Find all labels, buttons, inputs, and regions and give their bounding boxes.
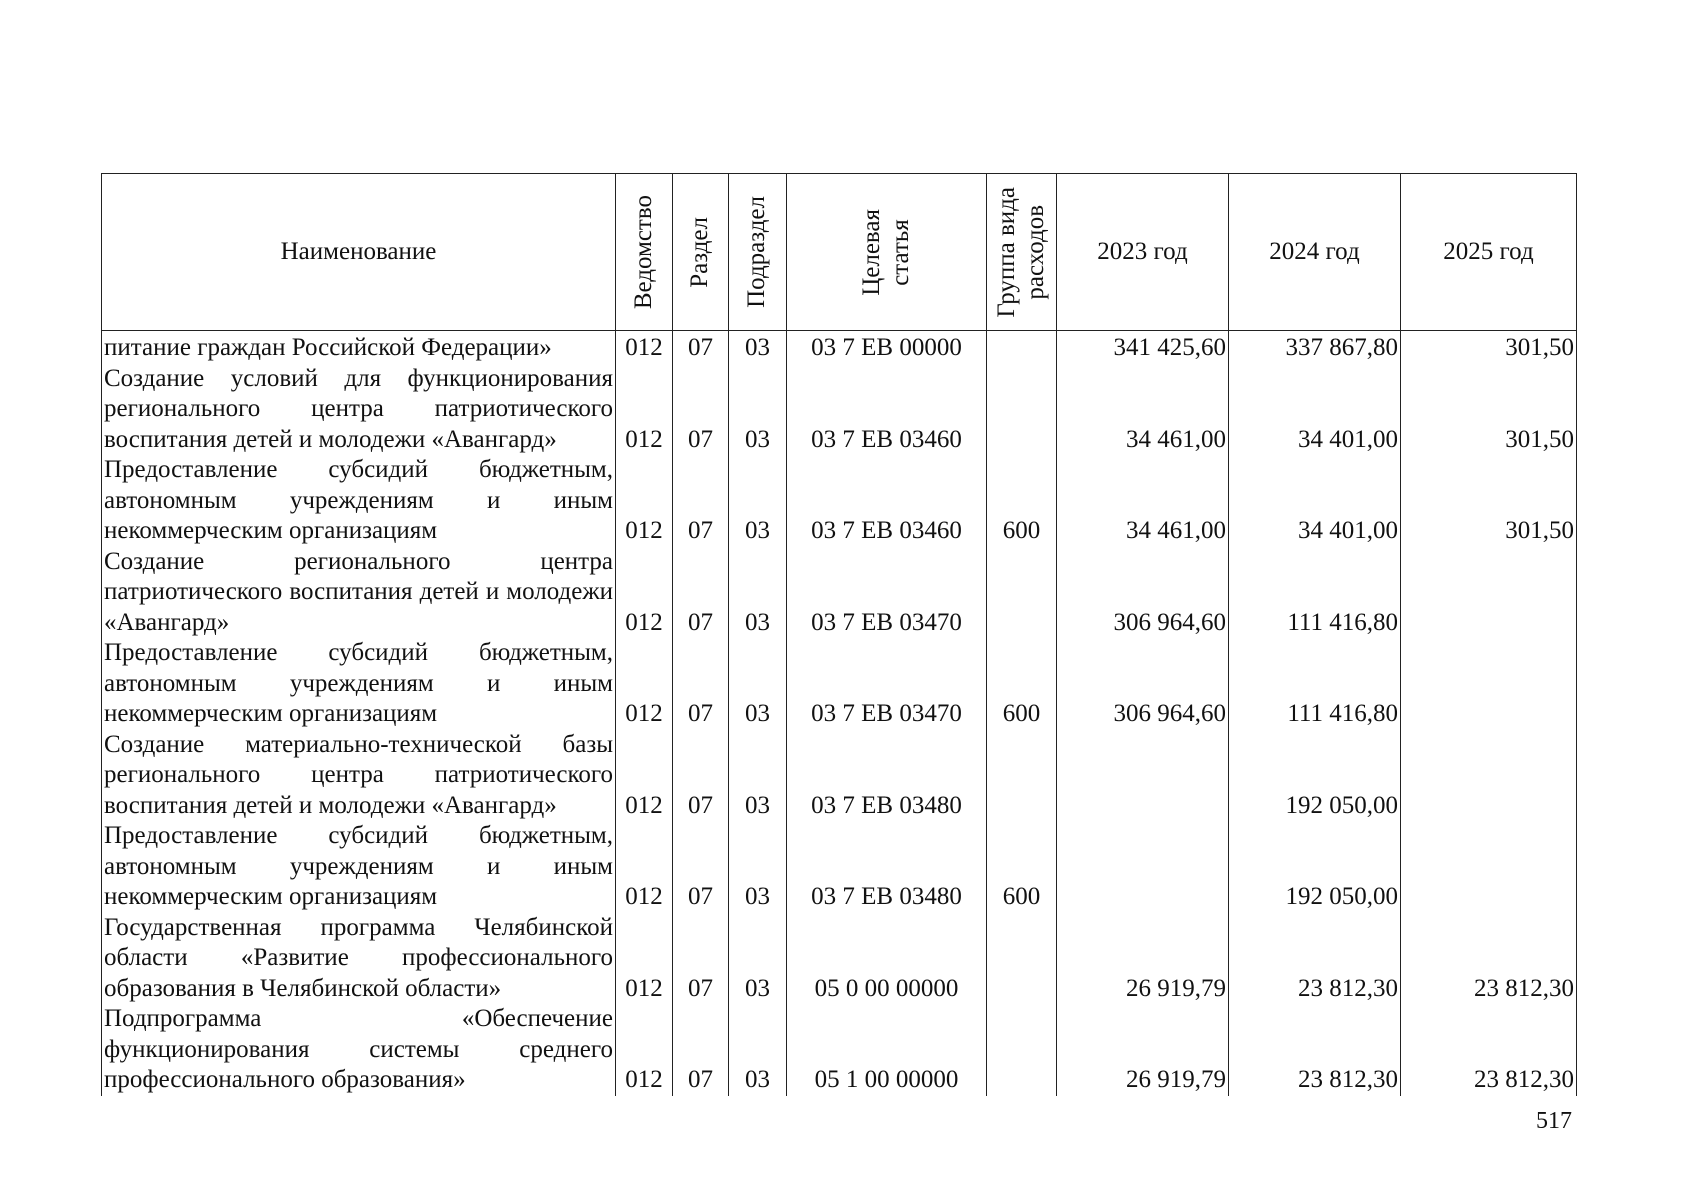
cell-2023 xyxy=(1057,730,1229,822)
cell-2024: 192 050,00 xyxy=(1229,821,1401,913)
header-year-2024: 2024 год xyxy=(1229,174,1401,331)
header-vedomstvo-text: Ведомство xyxy=(629,194,657,310)
header-year-2025: 2025 год xyxy=(1401,174,1577,331)
cell-2023: 34 461,00 xyxy=(1057,455,1229,547)
cell-vedomstvo: 012 xyxy=(616,331,673,364)
cell-2024: 111 416,80 xyxy=(1229,547,1401,639)
cell-2025: 301,50 xyxy=(1401,364,1577,456)
cell-vedomstvo: 012 xyxy=(616,913,673,1005)
header-gruppa-line2: расходов xyxy=(1021,204,1049,300)
cell-2023: 341 425,60 xyxy=(1057,331,1229,364)
cell-gruppa-vida xyxy=(987,730,1057,822)
header-celevaya-statya xyxy=(787,174,987,331)
cell-celevaya-statya: 03 7 ЕВ 03470 xyxy=(787,638,987,730)
header-name: Наименование xyxy=(102,174,616,331)
cell-celevaya-statya: 03 7 ЕВ 03480 xyxy=(787,821,987,913)
table-row xyxy=(102,730,1577,822)
cell-celevaya-statya: 03 7 ЕВ 03460 xyxy=(787,364,987,456)
table-header-row xyxy=(102,174,1577,331)
cell-razdel: 07 xyxy=(673,364,729,456)
cell-name: Создание регионального центра патриотического воспитания детей и молодежи «Авангард» xyxy=(102,547,616,639)
cell-razdel: 07 xyxy=(673,638,729,730)
cell-vedomstvo: 012 xyxy=(616,821,673,913)
cell-name: Предоставление субсидий бюджетным, автономным учреждениям и иным некоммерческим организациям xyxy=(102,821,616,913)
cell-celevaya-statya: 03 7 ЕВ 03470 xyxy=(787,547,987,639)
table-row xyxy=(102,547,1577,639)
header-podrazdel-text: Подраздел xyxy=(743,196,771,308)
cell-celevaya-statya: 05 0 00 00000 xyxy=(787,913,987,1005)
cell-name: Подпрограмма «Обеспечение функционирования системы среднего профессионального образования» xyxy=(102,1004,616,1096)
cell-2025: 301,50 xyxy=(1401,331,1577,364)
cell-razdel: 07 xyxy=(673,547,729,639)
cell-gruppa-vida: 600 xyxy=(987,821,1057,913)
cell-2023 xyxy=(1057,821,1229,913)
cell-gruppa-vida xyxy=(987,331,1057,364)
cell-name: питание граждан Российской Федерации» xyxy=(102,331,616,364)
table-row xyxy=(102,364,1577,456)
cell-celevaya-statya: 03 7 ЕВ 03460 xyxy=(787,455,987,547)
cell-2025 xyxy=(1401,547,1577,639)
cell-2025 xyxy=(1401,821,1577,913)
cell-vedomstvo: 012 xyxy=(616,730,673,822)
cell-name: Создание условий для функционирования регионального центра патриотического воспитания детей и молодежи «Авангард» xyxy=(102,364,616,456)
cell-2024: 337 867,80 xyxy=(1229,331,1401,364)
header-vedomstvo xyxy=(616,174,673,331)
cell-2025 xyxy=(1401,730,1577,822)
table-row xyxy=(102,331,1577,364)
cell-2025 xyxy=(1401,638,1577,730)
cell-gruppa-vida xyxy=(987,364,1057,456)
cell-razdel: 07 xyxy=(673,821,729,913)
header-razdel-text: Раздел xyxy=(686,216,714,288)
cell-vedomstvo: 012 xyxy=(616,1004,673,1096)
cell-2024: 23 812,30 xyxy=(1229,913,1401,1005)
cell-podrazdel: 03 xyxy=(729,730,787,822)
cell-razdel: 07 xyxy=(673,331,729,364)
cell-podrazdel: 03 xyxy=(729,821,787,913)
cell-2023: 306 964,60 xyxy=(1057,638,1229,730)
cell-name: Государственная программа Челябинской области «Развитие профессионального образования в Челябинской области» xyxy=(102,913,616,1005)
table-row xyxy=(102,455,1577,547)
cell-vedomstvo: 012 xyxy=(616,638,673,730)
cell-podrazdel: 03 xyxy=(729,1004,787,1096)
cell-podrazdel: 03 xyxy=(729,638,787,730)
cell-gruppa-vida xyxy=(987,547,1057,639)
cell-2023: 26 919,79 xyxy=(1057,913,1229,1005)
cell-2024: 23 812,30 xyxy=(1229,1004,1401,1096)
header-celevaya-line2: статья xyxy=(886,218,914,286)
cell-2025: 301,50 xyxy=(1401,455,1577,547)
cell-celevaya-statya: 03 7 ЕВ 00000 xyxy=(787,331,987,364)
cell-vedomstvo: 012 xyxy=(616,455,673,547)
cell-2024: 34 401,00 xyxy=(1229,455,1401,547)
cell-vedomstvo: 012 xyxy=(616,547,673,639)
cell-name: Предоставление субсидий бюджетным, автономным учреждениям и иным некоммерческим организациям xyxy=(102,455,616,547)
cell-2025: 23 812,30 xyxy=(1401,913,1577,1005)
cell-2025: 23 812,30 xyxy=(1401,1004,1577,1096)
header-razdel xyxy=(673,174,729,331)
cell-2024: 111 416,80 xyxy=(1229,638,1401,730)
table-row xyxy=(102,638,1577,730)
table-row xyxy=(102,913,1577,1005)
budget-table xyxy=(101,173,1577,1096)
table-body xyxy=(102,331,1577,1096)
cell-podrazdel: 03 xyxy=(729,547,787,639)
cell-2024: 34 401,00 xyxy=(1229,364,1401,456)
cell-gruppa-vida xyxy=(987,913,1057,1005)
cell-2023: 306 964,60 xyxy=(1057,547,1229,639)
cell-name: Создание материально-технической базы регионального центра патриотического воспитания детей и молодежи «Авангард» xyxy=(102,730,616,822)
header-celevaya-text xyxy=(858,209,916,296)
cell-razdel: 07 xyxy=(673,730,729,822)
cell-2023: 34 461,00 xyxy=(1057,364,1229,456)
header-year-2023: 2023 год xyxy=(1057,174,1229,331)
header-gruppa-line1: Группа вида xyxy=(992,186,1020,318)
cell-podrazdel: 03 xyxy=(729,331,787,364)
cell-celevaya-statya: 05 1 00 00000 xyxy=(787,1004,987,1096)
cell-razdel: 07 xyxy=(673,913,729,1005)
page-number: 517 xyxy=(1536,1108,1572,1134)
table-row xyxy=(102,1004,1577,1096)
cell-2024: 192 050,00 xyxy=(1229,730,1401,822)
cell-gruppa-vida: 600 xyxy=(987,638,1057,730)
header-gruppa-text xyxy=(993,187,1051,318)
cell-name: Предоставление субсидий бюджетным, автономным учреждениям и иным некоммерческим организациям xyxy=(102,638,616,730)
header-celevaya-line1: Целевая xyxy=(857,208,885,296)
cell-gruppa-vida: 600 xyxy=(987,455,1057,547)
cell-vedomstvo: 012 xyxy=(616,364,673,456)
cell-podrazdel: 03 xyxy=(729,913,787,1005)
header-podrazdel xyxy=(729,174,787,331)
cell-podrazdel: 03 xyxy=(729,455,787,547)
table-row xyxy=(102,821,1577,913)
cell-razdel: 07 xyxy=(673,455,729,547)
cell-celevaya-statya: 03 7 ЕВ 03480 xyxy=(787,730,987,822)
cell-razdel: 07 xyxy=(673,1004,729,1096)
cell-gruppa-vida xyxy=(987,1004,1057,1096)
cell-2023: 26 919,79 xyxy=(1057,1004,1229,1096)
header-gruppa-vida xyxy=(987,174,1057,331)
cell-podrazdel: 03 xyxy=(729,364,787,456)
